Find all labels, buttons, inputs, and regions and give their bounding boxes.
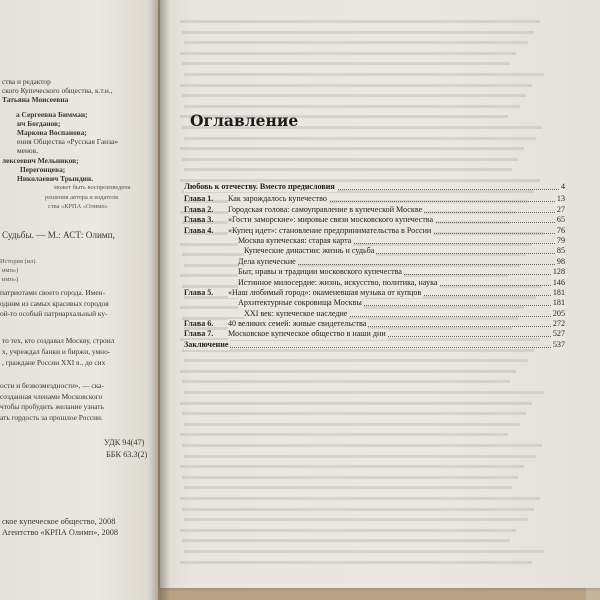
toc-page-number: 181 [552, 298, 565, 308]
left-page-line: ское купеческое общество, 2008 [2, 517, 116, 526]
toc-entry-title: Любовь к отечеству. Вместо предисловия [184, 182, 335, 191]
toc-page-number: 98 [556, 256, 565, 266]
toc-row [184, 226, 565, 236]
toc-entry-title: Городская голова: самоуправление в купеческой Москве [228, 204, 423, 214]
toc-row [184, 309, 565, 319]
left-page-line: ения Общества «Русская Ганза» [17, 137, 119, 146]
toc-entry-title: «Наш любимый город»: окаменевшая музыка от купцов [228, 287, 422, 297]
left-page-line: ости и безвозмездности», — ска- [0, 381, 104, 390]
toc-page-number: 4 [560, 182, 565, 191]
toc-row [184, 319, 565, 329]
toc-entry-title: Москва купеческая: старая карта [238, 235, 352, 245]
left-page-line: имп») [2, 267, 19, 274]
bleed-through-line [182, 94, 526, 97]
bleed-through-line [182, 412, 526, 415]
bleed-through-line [180, 465, 524, 468]
left-page-line: одним из самых красивых городов [0, 299, 109, 308]
toc-entry-title: Как зарождалось купечество [228, 194, 327, 204]
toc-entry-title: Быт, нравы и традиции московского купечества [238, 267, 402, 277]
left-page-line: Татьяна Моисеевна [2, 95, 69, 104]
left-page-line: Перегонцева; [20, 165, 66, 174]
bleed-through-line [180, 561, 532, 564]
toc-page-number: 146 [552, 277, 565, 287]
toc-row [184, 215, 565, 225]
toc-row [184, 236, 565, 246]
bleed-through-line [184, 423, 520, 426]
toc-page-number: 79 [556, 235, 565, 245]
toc-row [184, 194, 565, 204]
book-spine [148, 0, 170, 600]
left-page-line: то тех, кто создавал Москву, строил [2, 336, 115, 345]
bleed-through-line [182, 476, 518, 479]
bleed-through-line [184, 486, 512, 489]
bleed-through-line [180, 147, 524, 150]
bleed-through-line [184, 391, 544, 394]
toc-page-number: 527 [552, 329, 565, 339]
bleed-through-line [184, 359, 528, 362]
bleed-through-line [180, 433, 508, 436]
toc-page-number: 272 [552, 319, 565, 329]
left-page-line: Агентство «КРПА Олимп», 2008 [2, 528, 119, 537]
toc-page-number: 27 [556, 204, 565, 214]
bleed-through-line [184, 105, 520, 108]
toc-row [184, 288, 565, 298]
right-page [160, 0, 600, 588]
left-page-line: а Сергеевна Бимман; [16, 110, 88, 119]
bleed-through-line [184, 41, 528, 44]
toc-title: Оглавление [190, 111, 299, 130]
left-page-line: х, учреждал банки и биржи, умно- [2, 347, 111, 356]
left-page-line: менов, [17, 146, 38, 155]
toc-row [184, 257, 565, 267]
bleed-through-line [184, 137, 536, 140]
left-page-line: чтобы пробудить желание узнать [0, 402, 104, 411]
bleed-through-line [180, 402, 532, 405]
left-page-line: имп») [2, 276, 19, 283]
left-page [0, 0, 158, 600]
toc-chapter-number: Глава 6. [184, 319, 214, 329]
toc-entry-title: Архитектурные сокровища Москвы [238, 298, 362, 308]
toc-row [184, 267, 565, 277]
bleed-through-line [184, 455, 536, 458]
toc-row [184, 205, 565, 215]
left-page-line: созданная членами Московского [0, 392, 103, 401]
toc-chapter-number: Глава 7. [184, 329, 214, 339]
left-page-line: лексеевич Мельников; [2, 156, 79, 165]
left-page-line: ич Богданов; [17, 119, 61, 128]
toc-chapter-number: Глава 4. [184, 225, 214, 235]
toc-entry-title: XXI век: купеческое наследие [244, 308, 348, 318]
bleed-through-line [184, 73, 544, 76]
toc-row [184, 298, 565, 308]
bleed-through-line [182, 508, 534, 511]
toc-page-number: 128 [552, 267, 565, 277]
bleed-through-line [180, 497, 540, 500]
bleed-through-line [182, 62, 510, 65]
toc-row [184, 278, 565, 288]
toc-entry-title: Купеческие династии: жизнь и судьба [244, 246, 375, 256]
bleed-through-line [182, 31, 534, 34]
toc-row [184, 246, 565, 256]
left-page-line: ББК 63.3(2) [106, 450, 148, 459]
left-page-line: ать гордость за прошлое России. [0, 413, 103, 422]
toc-entry-title: «Купец идет»: становление предпринимательства в России [228, 225, 432, 235]
bleed-through-line [182, 444, 542, 447]
left-page-line: Судьбы. — М.: АСТ: Олимп, [2, 230, 115, 240]
left-page-line: ского Купеческого общества, к.т.н., [2, 86, 113, 95]
toc-chapter-number: Глава 3. [184, 215, 214, 225]
toc-entry-title: 40 великих семей: живые свидетельства [228, 319, 367, 329]
left-page-line: История (ил). [0, 258, 37, 265]
toc-entry-title: Истинное милосердие: жизнь, искусство, политика, наука [238, 277, 438, 287]
toc-row [184, 182, 565, 192]
toc-chapter-number: Глава 5. [184, 287, 214, 297]
bleed-through-line [182, 380, 510, 383]
toc-page-number: 65 [556, 215, 565, 225]
toc-page-number: 205 [552, 308, 565, 318]
toc-entry-title: Московское купеческое общество в наши дни [228, 329, 386, 339]
left-page-line: Николаевич Трындин. [17, 174, 94, 183]
left-page-line: ства и редактор [2, 77, 51, 86]
left-page-line: ой-то особый патриархальный ку- [0, 309, 108, 318]
left-page-line: УДК 94(47) [104, 438, 145, 447]
bleed-through-line [184, 518, 528, 521]
toc-entry-title: «Гости заморские»: мировые связи московского купечества [228, 215, 434, 225]
toc-chapter-number: Глава 2. [184, 204, 214, 214]
left-page-line: ства «КРПА «Олимп» [48, 203, 108, 210]
toc-row [184, 329, 565, 339]
toc-chapter-number: Глава 1. [184, 194, 214, 204]
toc-entry-title: Заключение [184, 339, 229, 349]
bleed-through-line [182, 539, 510, 542]
toc-page-number: 13 [556, 194, 565, 204]
toc-row [184, 340, 565, 350]
toc-page-number: 85 [556, 246, 565, 256]
left-page-line: решения автора и издателя. [45, 194, 120, 201]
bleed-through-line [180, 84, 532, 87]
bleed-through-line [180, 20, 540, 23]
table-of-contents [184, 182, 565, 350]
toc-page-number: 537 [552, 339, 565, 349]
bleed-through-line [180, 52, 516, 55]
left-page-line: патриотами своего города. Имен- [0, 288, 106, 297]
toc-page-number: 181 [552, 287, 565, 297]
bleed-through-line [180, 370, 516, 373]
bleed-through-line [182, 158, 518, 161]
left-page-line: может быть воспроизведена [54, 184, 131, 191]
toc-page-number: 76 [556, 225, 565, 235]
toc-entry-title: Дела купеческие [238, 256, 296, 266]
bleed-through-line [180, 529, 516, 532]
toc-leader-dots [184, 347, 565, 348]
left-page-line: Маркова Воспанова; [17, 128, 87, 137]
bleed-through-line [184, 550, 544, 553]
left-page-line: , граждане России XXI в., до сих [2, 358, 106, 367]
bleed-through-line [184, 168, 512, 171]
